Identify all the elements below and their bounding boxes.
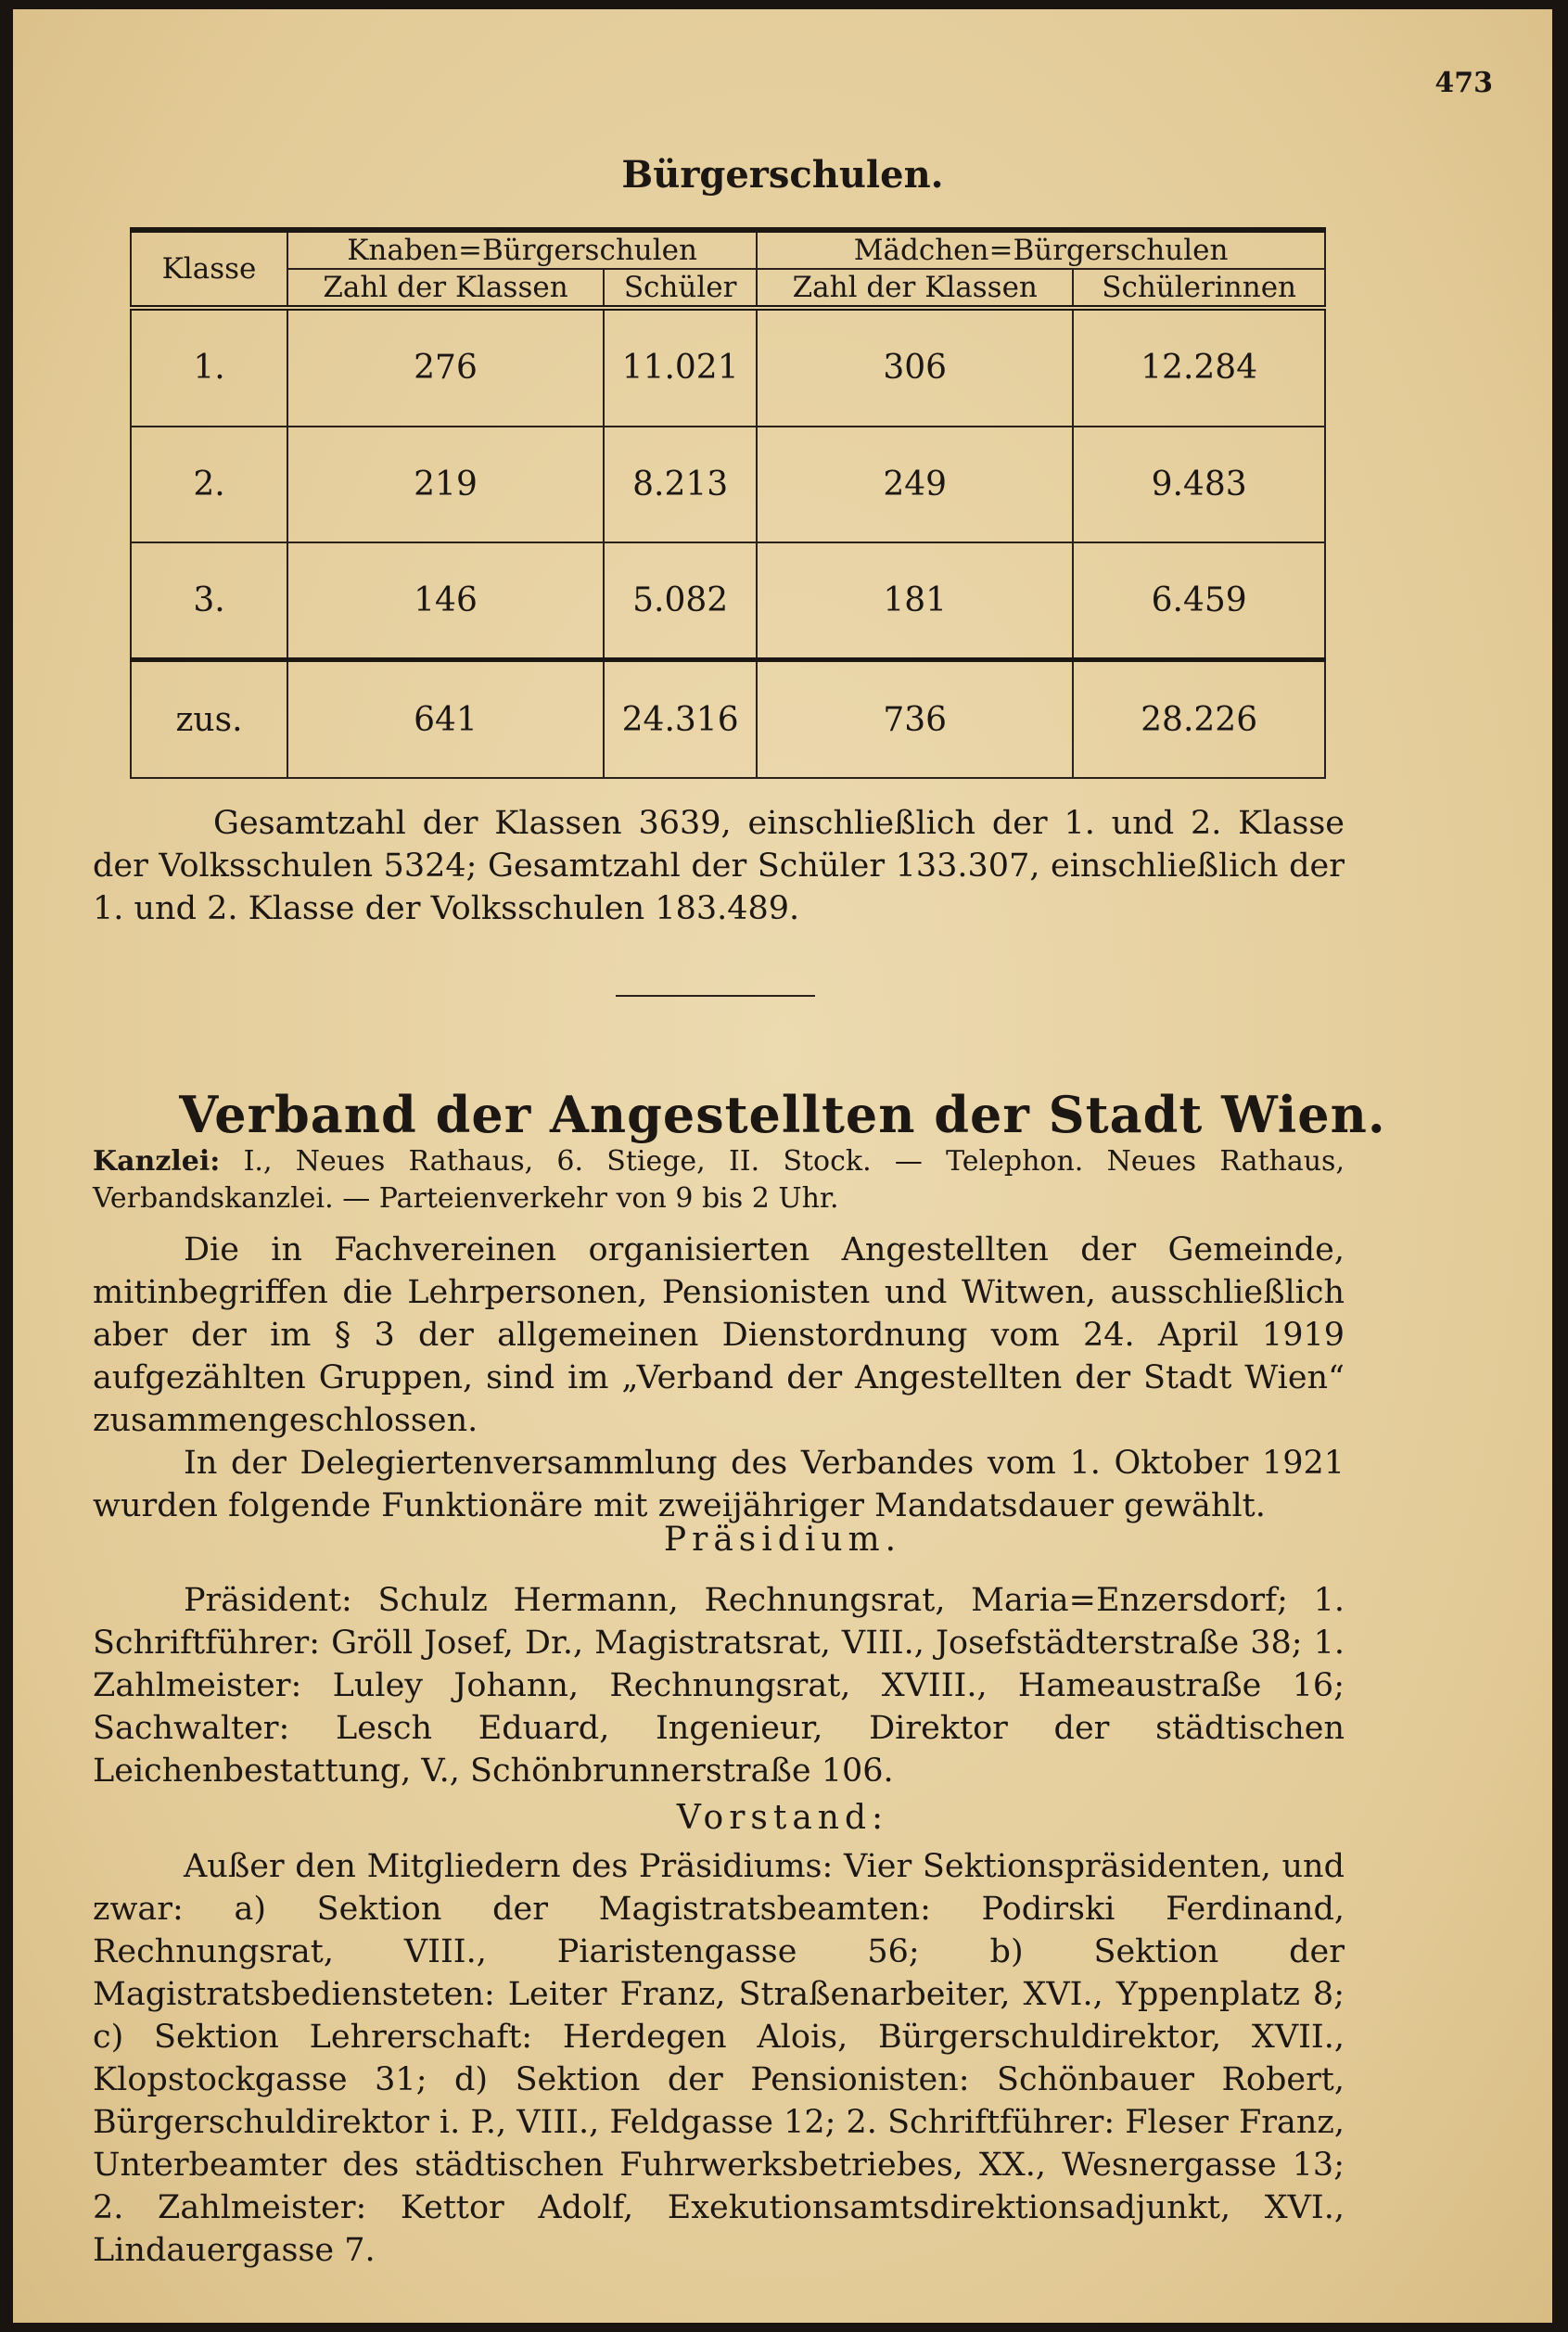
cell-boys-classes: 641 [287,660,604,778]
page-number: 473 [1434,67,1493,99]
cell-girls-pupils: 12.284 [1073,308,1325,427]
board-heading: Vorstand: [676,1799,889,1837]
cell-klasse: zus. [131,660,287,778]
header-boys-pupils: Schüler [604,269,757,308]
office-text: I., Neues Rathaus, 6. Stiege, II. Stock. — Telephon. Neues Rathaus, Verbandskanzlei. — Parteienverkehr von 9 bis 2 Uhr. [93,1145,1345,1215]
intro-text [93,1229,1345,1527]
cell-girls-classes: 306 [757,308,1073,427]
office-label: Kanzlei: [93,1145,221,1178]
header-girls-group: Mädchen=Bürgerschulen [757,230,1325,269]
header-klasse: Klasse [131,230,287,308]
table-header-row [131,230,1325,269]
table-row [131,427,1325,542]
table-total-row [131,660,1325,778]
table-subheader-row [131,269,1325,308]
office-info [93,1143,1345,1217]
intro-paragraph-2: In der Delegiertenversammlung des Verbandes vom 1. Oktober 1921 wurden folgende Funktionäre mit zweijähriger Mandatsdauer gewählt. [93,1445,1345,1524]
cell-boys-classes: 276 [287,308,604,427]
table-title: Bürgerschulen. [621,153,944,197]
table-summary: Gesamtzahl der Klassen 3639, einschließlich der 1. und 2. Klasse der Volksschulen 5324; Gesamtzahl der Schüler 133.307, einschließlich der 1. und 2. Klasse der Volksschulen 183.489. [93,805,1345,927]
board-text: Außer den Mitgliedern des Präsidiums: Vier Sektionspräsidenten, und zwar: a) Sektion der Magistratsbeamten: Podirski Ferdinand, Rechnungsrat, VIII., Piaristengasse 56; b) Sektion der Magistratsbediensteten: Leiter Franz, Straßenarbeiter, XVI., Yppenplatz 8; c) Sektion Lehrerschaft: Herdegen Alois, Bürgerschuldirektor, XVII., Klopstockgasse 31; d) Sektion der Pensionisten: Schönbauer Robert, Bürgerschuldirektor i. P., VIII., Feldgasse 12; 2. Schriftführer: Fleser Franz, Unterbeamter des städtischen Fuhrwerksbetriebes, XX., Wesnergasse 13; 2. Zahlmeister: Kettor Adolf, Exekutionsamtsdirektionsadjunkt, XVI., Lindauergasse 7. [93,1848,1345,2269]
cell-klasse: 2. [131,427,287,542]
header-boys-classes: Zahl der Klassen [287,269,604,308]
association-title: Verband der Angestellten der Stadt Wien. [179,1085,1386,1144]
cell-girls-pupils: 6.459 [1073,542,1325,660]
table-row [131,308,1325,427]
cell-boys-pupils: 8.213 [604,427,757,542]
presidium-heading: Präsidium. [663,1521,902,1559]
cell-boys-pupils: 11.021 [604,308,757,427]
cell-boys-pupils: 5.082 [604,542,757,660]
intro-paragraph-1: Die in Fachvereinen organisierten Angestellten der Gemeinde, mitinbegriffen die Lehrpersonen, Pensionisten und Witwen, ausschließlich aber der im § 3 der allgemeinen Dienstordnung vom 24. April 1919 aufgezählten Gruppen, sind im „Verband der Angestellten der Stadt Wien“ zusammengeschlossen. [93,1231,1345,1439]
cell-klasse: 3. [131,542,287,660]
cell-girls-pupils: 9.483 [1073,427,1325,542]
cell-girls-classes: 249 [757,427,1073,542]
cell-girls-classes: 181 [757,542,1073,660]
cell-girls-classes: 736 [757,660,1073,778]
cell-boys-pupils: 24.316 [604,660,757,778]
header-girls-classes: Zahl der Klassen [757,269,1073,308]
cell-boys-classes: 146 [287,542,604,660]
header-boys-group: Knaben=Bürgerschulen [287,230,757,269]
section-divider [616,995,815,997]
header-girls-pupils: Schülerinnen [1073,269,1325,308]
buergerschulen-table [130,227,1326,779]
table-row [131,542,1325,660]
cell-girls-pupils: 28.226 [1073,660,1325,778]
presidium-text: Präsident: Schulz Hermann, Rechnungsrat, Maria=Enzersdorf; 1. Schriftführer: Gröll Josef, Dr., Magistratsrat, VIII., Josefstädterstraße 38; 1. Zahlmeister: Luley Johann, Rechnungsrat, XVIII., Hameaustraße 16; Sachwalter: Lesch Eduard, Ingenieur, Direktor der städtischen Leichenbestattung, V., Schönbrunnerstraße 106. [93,1582,1345,1790]
cell-klasse: 1. [131,308,287,427]
document-page [13,9,1552,2323]
cell-boys-classes: 219 [287,427,604,542]
